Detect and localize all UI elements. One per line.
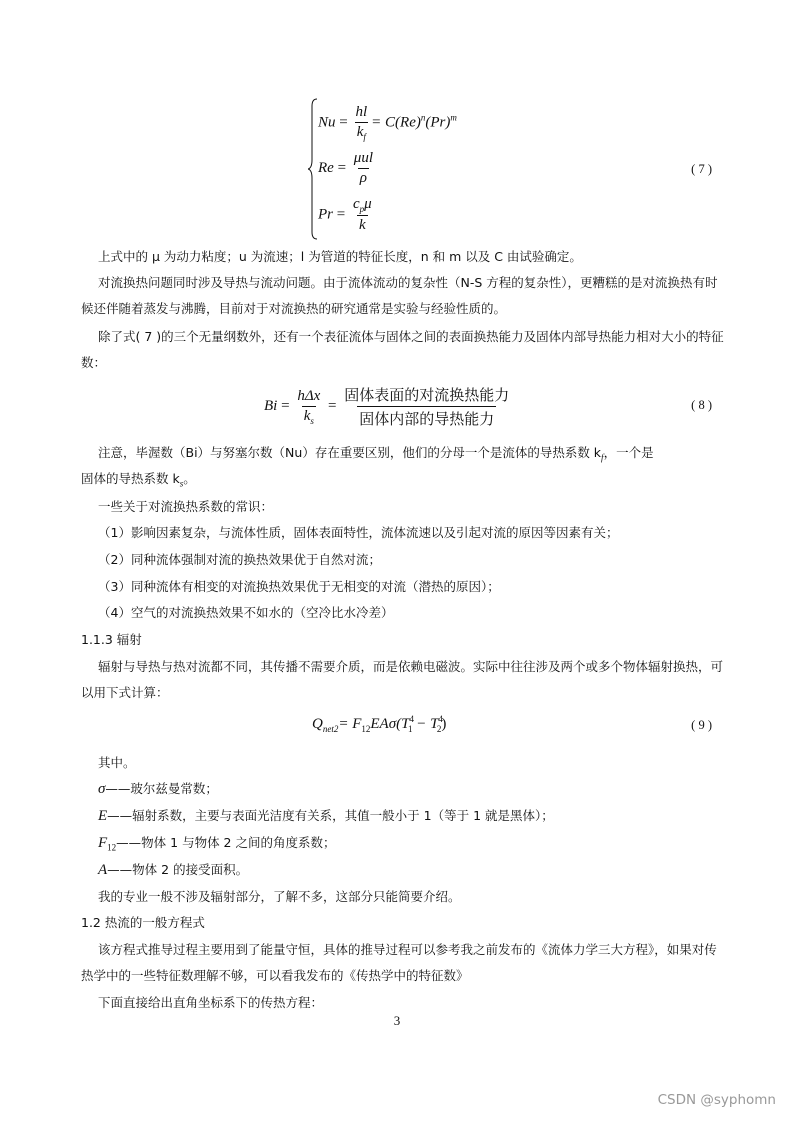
paragraph-1: 上式中的 μ 为动力粘度；u 为流速；l 为管道的特征长度，n 和 m 以及 C 由试验确定。	[98, 249, 582, 264]
list-item-1: （1）影响因素复杂，与流体性质，固体表面特性，流体流速以及引起对流的原因等因素有关；	[98, 525, 619, 540]
eq9-number: ( 9 )	[691, 718, 712, 732]
heading-1-1-3: 1.1.3 辐射	[81, 632, 142, 647]
definition-e: E——辐射系数，主要与表面光洁度有关系，其值一般小于 1（等于 1 就是黑体）；	[98, 808, 554, 824]
eq7-nu: Nu = $\frac{hl}{k_f}$ = $C(Re)^n(Pr)^m$	[318, 104, 457, 142]
heading-1-2: 1.2 热流的一般方程式	[81, 915, 205, 930]
paragraph-9: 该方程式推导过程主要用到了能量守恒，具体的推导过程可以参考我之前发布的《流体力学三大方程》，如果对传热学中的一些特征数理解不够，可以看我发布的《传热学中的特征数》	[81, 942, 717, 983]
paragraph-2: 对流换热问题同时涉及导热与流动问题。由于流体流动的复杂性（N-S 方程的复杂性），更糟糕的是对流换热有时候还伴随着蒸发与沸腾，目前对于对流换热的研究通常是实验与经验性质的。	[81, 275, 718, 316]
left-brace	[308, 98, 318, 240]
paragraph-4: 注意，毕渥数（Bi）与努塞尔数（Nu）存在重要区别，他们的分母一个是流体的导热系数 $k_f$，一个是	[98, 445, 654, 463]
list-item-3: （3）同种流体有相变的对流换热效果优于无相变的对流（潜热的原因）；	[98, 579, 500, 594]
definition-a: A——物体 2 的接受面积。	[98, 862, 249, 878]
paragraph-8: 我的专业一般不涉及辐射部分，了解不多，这部分只能简要介绍。	[98, 889, 461, 904]
eq7-pr: Pr = $\frac{c_p\mu}{k}$	[318, 196, 372, 233]
page-number: 3	[393, 1013, 401, 1028]
list-item-2: （2）同种流体强制对流的换热效果优于自然对流；	[98, 552, 381, 567]
paragraph-10: 下面直接给出直角坐标系下的传热方程：	[98, 995, 324, 1010]
eq7-re: Re = $\frac{\text{μul}}{\rho}$	[318, 150, 373, 186]
definition-sigma: σ——玻尔兹曼常数；	[98, 781, 218, 797]
paragraph-3: 除了式( 7 )的三个无量纲数外，还有一个表征流体与固体之间的表面换热能力及固体内部导热能力相对大小的特征数：	[81, 329, 724, 370]
paragraph-4-cont: 固体的导热系数 $k_s$。	[81, 471, 196, 489]
paragraph-7: 其中。	[98, 755, 136, 770]
list-item-4: （4）空气的对流换热效果不如水的（空冷比水冷差）	[98, 605, 394, 620]
eq8: Bi = $\frac{\text{hΔx}}{k_s}$ = $\frac{\text{固体表面的对流换热能力}}{\text{固体内部的导热能力}}$	[264, 386, 510, 428]
paragraph-5: 一些关于对流换热系数的常识：	[98, 499, 274, 514]
eq9: $Q_{net2}= F_{12}EA\sigma(T^4_1 - T^4_2)$	[312, 714, 447, 734]
watermark: CSDN @syphomn	[657, 1092, 776, 1108]
paragraph-6: 辐射与导热与热对流都不同，其传播不需要介质，而是依赖电磁波。实际中往往涉及两个或多个物体辐射换热，可以用下式计算：	[81, 659, 724, 700]
definition-f12: $F_{12}——$物体 1 与物体 2 之间的角度系数；	[98, 835, 336, 853]
eq8-number: ( 8 )	[691, 398, 712, 412]
eq7-number: ( 7 )	[691, 162, 712, 176]
